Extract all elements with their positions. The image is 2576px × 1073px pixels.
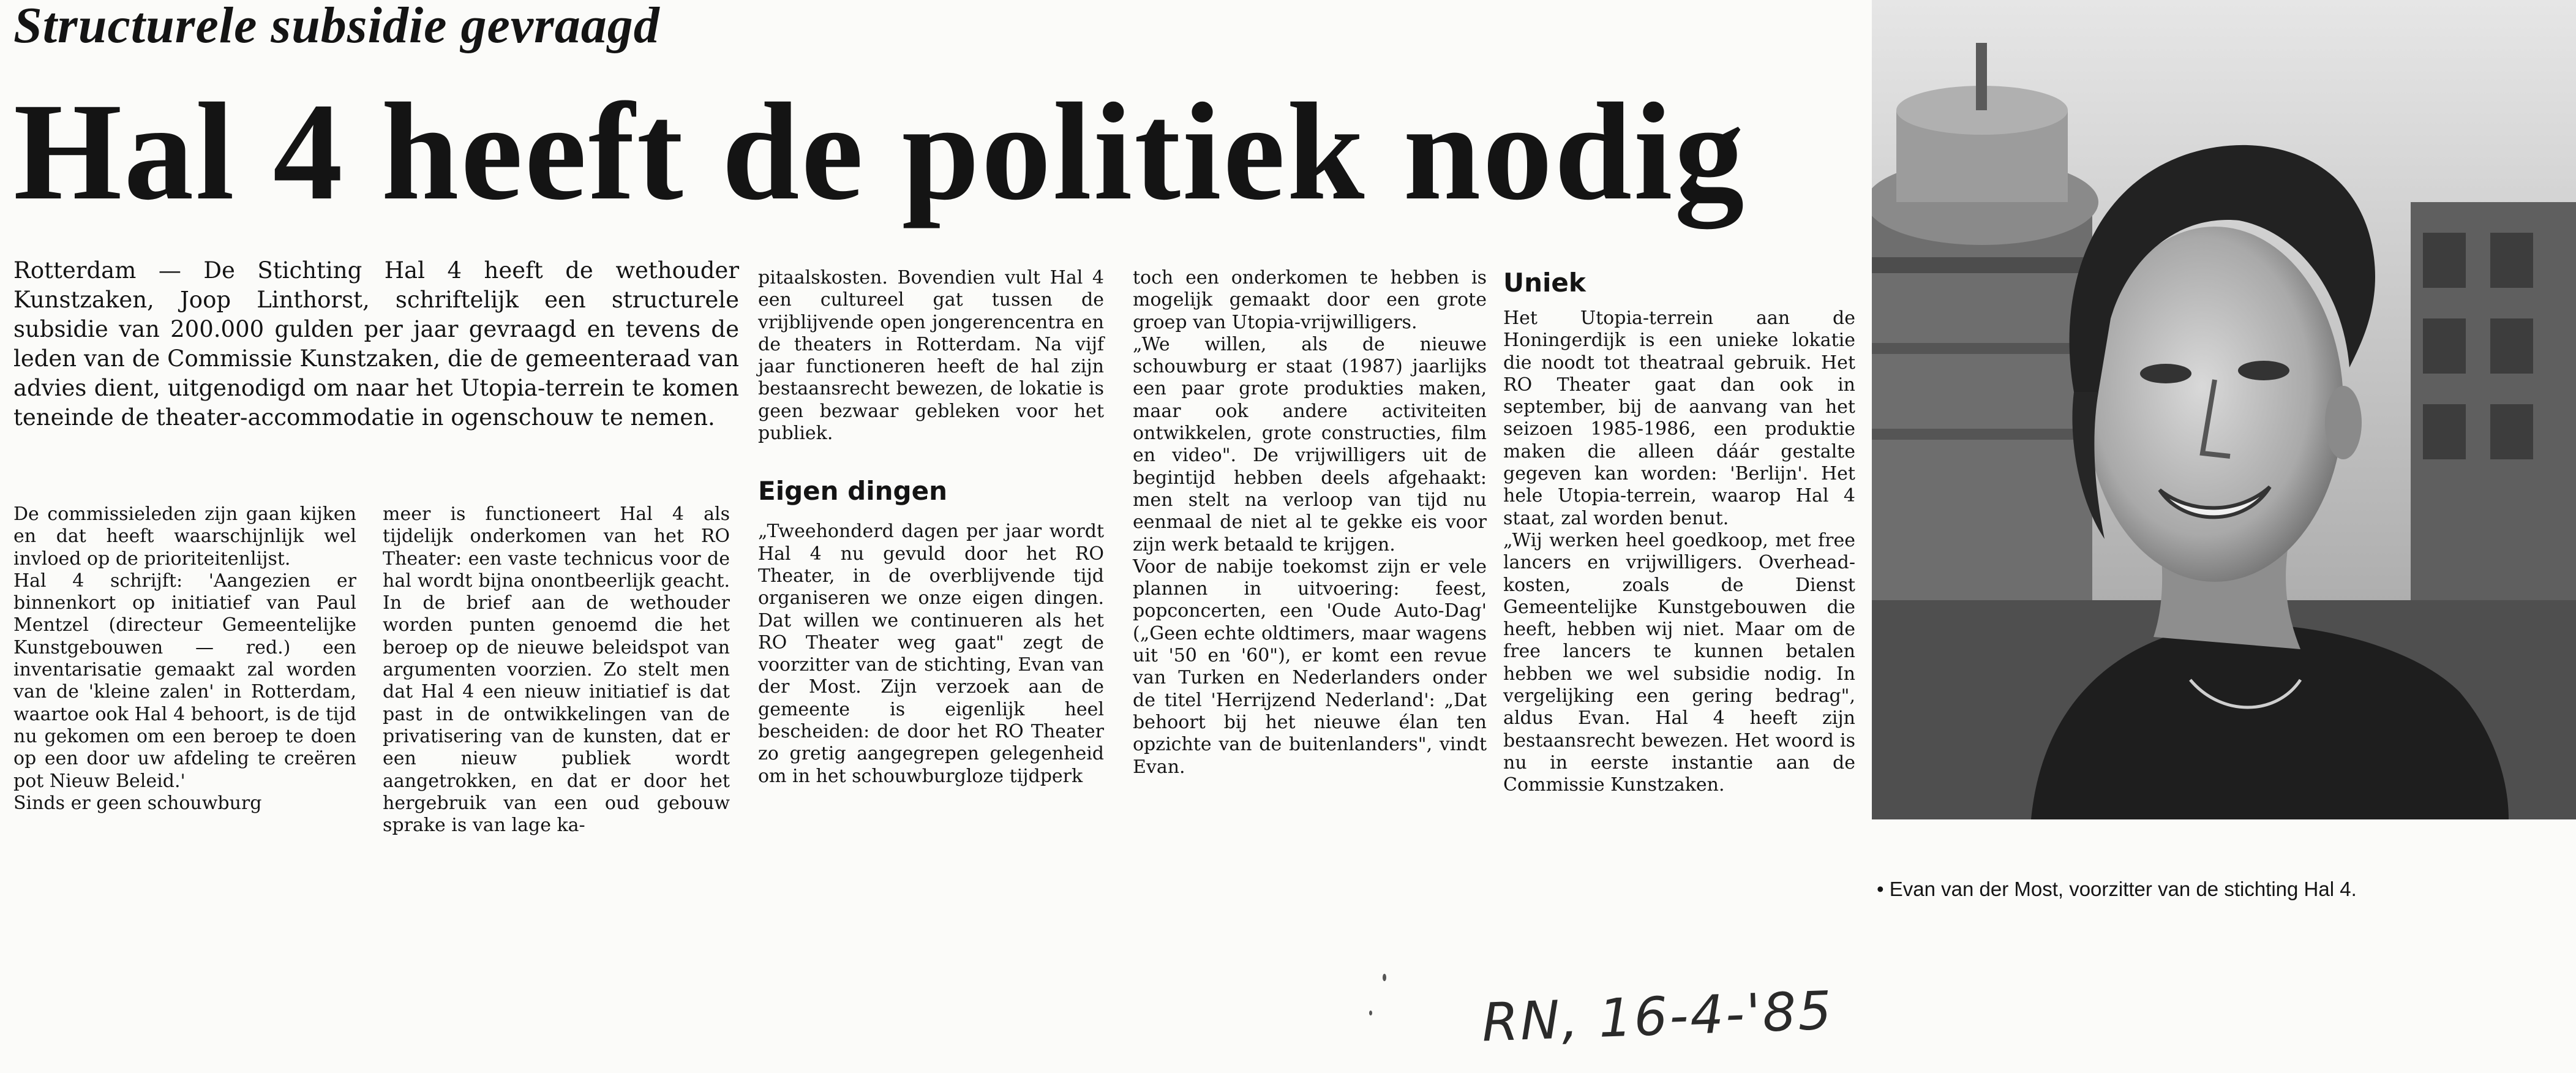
paragraph: Voor de nabije toekomst zijn er vele plannen in uitvoering: feest, popconcerten, een 'Oude Auto-Dag' („Geen echte oldtimers, maar wagens uit '50 en '60"), er komt een revue van Turken en Nederlanders onder de titel 'Herrijzend Nederland': „Dat behoort bij het nieuwe élan ten opzichte van de buitenlanders", vindt Evan. (1133, 555, 1487, 778)
paragraph: „Tweehonderd dagen per jaar wordt Hal 4 nu gevuld door het RO Theater, in de overblijvende tijd organiseren we onze eigen dingen. Dat willen we continueren als het RO Theater weg gaat" zegt de voorzitter van de stichting, Evan van der Most. Zijn verzoek aan de gemeente is eigenlijk heel bescheiden: de door het RO Theater zo gretig aangegrepen gelegenheid om in het schouwburgloze tijdperk (758, 521, 1104, 787)
column-1 (13, 503, 356, 815)
subheading-eigen-dingen: Eigen dingen (758, 476, 947, 506)
paragraph: Hal 4 schrijft: 'Aangezien er binnenkort op initiatief van Paul Mentzel (directeur Gemeentelijke Kunstgebouwen — red.) een inventarisatie gemaakt zal worden van de 'kleine zalen' in Rotterdam, waartoe ook Hal 4 behoort, is de tijd nu gekomen om een beroep te doen op een door uw afdeling te creëren pot Nieuw Beleid.' (13, 570, 356, 792)
subheading-uniek: Uniek (1503, 268, 1586, 298)
column-4 (1133, 267, 1487, 778)
paragraph: „Wij werken heel goedkoop, met free lancers en vrijwilligers. Overhead-kosten, zoals de Dienst Gemeentelijke Kunstgebouwen die heeft, hebben wij niet. Maar om de free lancers te kunnen betalen hebben we wel subsidie nodig. In vergelijking een gering bedrag", aldus Evan. Hal 4 heeft zijn bestaansrecht bewezen. Het woord is nu in eerste instantie aan de Commissie Kunstzaken. (1503, 529, 1855, 796)
paragraph: Het Utopia-terrein aan de Honingerdijk is een unieke lokatie die noodt tot theatraal gebruik. Het RO Theater gaat dan ook in september, bij de aanvang van het seizoen 1985-1986, een produktie maken die alleen dáár gestalte gegeven kan worden: 'Berlijn'. Het hele Utopia-terrein, waarop Hal 4 staat, zal worden benut. (1503, 307, 1855, 529)
scan-speck (1369, 1011, 1372, 1015)
paragraph: De commissieleden zijn gaan kijken en dat heeft waarschijnlijk wel invloed op de prioriteitenlijst. (13, 503, 356, 570)
scan-speck (1383, 974, 1386, 981)
lead-paragraph: Rotterdam — De Stichting Hal 4 heeft de wethouder Kunstzaken, Joop Linthorst, schriftelijk een structurele subsidie van 200.000 gulden per jaar gevraagd en tevens de leden van de Commissie Kunstzaken, die de gemeenteraad van advies dient, uitgenodigd om naar het Utopia-terrein te komen teneinde de theater-accommodatie in ogenschouw te nemen. (13, 257, 739, 431)
handwritten-date-note: RN, 16-4-'85 (1481, 980, 1834, 1054)
paragraph: Sinds er geen schouwburg (13, 792, 262, 814)
paragraph: „We willen, als de nieuwe schouwburg er staat (1987) jaarlijks een paar grote produkties maken, maar ook andere activiteiten ontwikkelen, grote constructies, film en video". De vrijwilligers uit de begintijd hebben deels afgehaakt: men stelt na verloop van tijd nu eenmaal de niet al te gekke eis voor zijn werk betaald te krijgen. (1133, 333, 1487, 555)
column-3 (758, 267, 1104, 788)
paragraph: pitaalskosten. Bovendien vult Hal 4 een cultureel gat tussen de vrijblijvende open jongerencentra en de theaters in Rotterdam. Na vijf jaar functioneren heeft de hal zijn bestaansrecht bewezen, de lokatie is geen bezwaar gebleken voor het publiek. (758, 267, 1104, 445)
kicker-heading: Structurele subsidie gevraagd (13, 0, 660, 54)
column-5 (1503, 267, 1855, 797)
photo-caption: • Evan van der Most, voorzitter van de stichting Hal 4. (1877, 878, 2357, 900)
portrait-illustration (1872, 0, 2576, 819)
column-2 (383, 503, 730, 837)
headline: Hal 4 heeft de politiek nodig (13, 75, 1746, 229)
paragraph: meer is functioneert Hal 4 als tijdelijk onderkomen van het RO Theater: een vaste technicus voor de hal wordt bijna onontbeerlijk geacht. In de brief aan de wethouder worden punten genoemd die het beroep op de nieuwe beleidspot van argumenten voorzien. Zo stelt men dat Hal 4 een nieuw initiatief is dat past in de ontwikkelingen van de privatisering van de kunsten, dat er een nieuw publiek wordt aangetrokken, en dat er door het hergebruik van een oud gebouw sprake is van lage ka- (383, 503, 730, 837)
portrait-photo (1872, 0, 2576, 819)
paragraph: toch een onderkomen te hebben is mogelijk gemaakt door een grote groep van Utopia-vrijwilligers. (1133, 267, 1487, 333)
